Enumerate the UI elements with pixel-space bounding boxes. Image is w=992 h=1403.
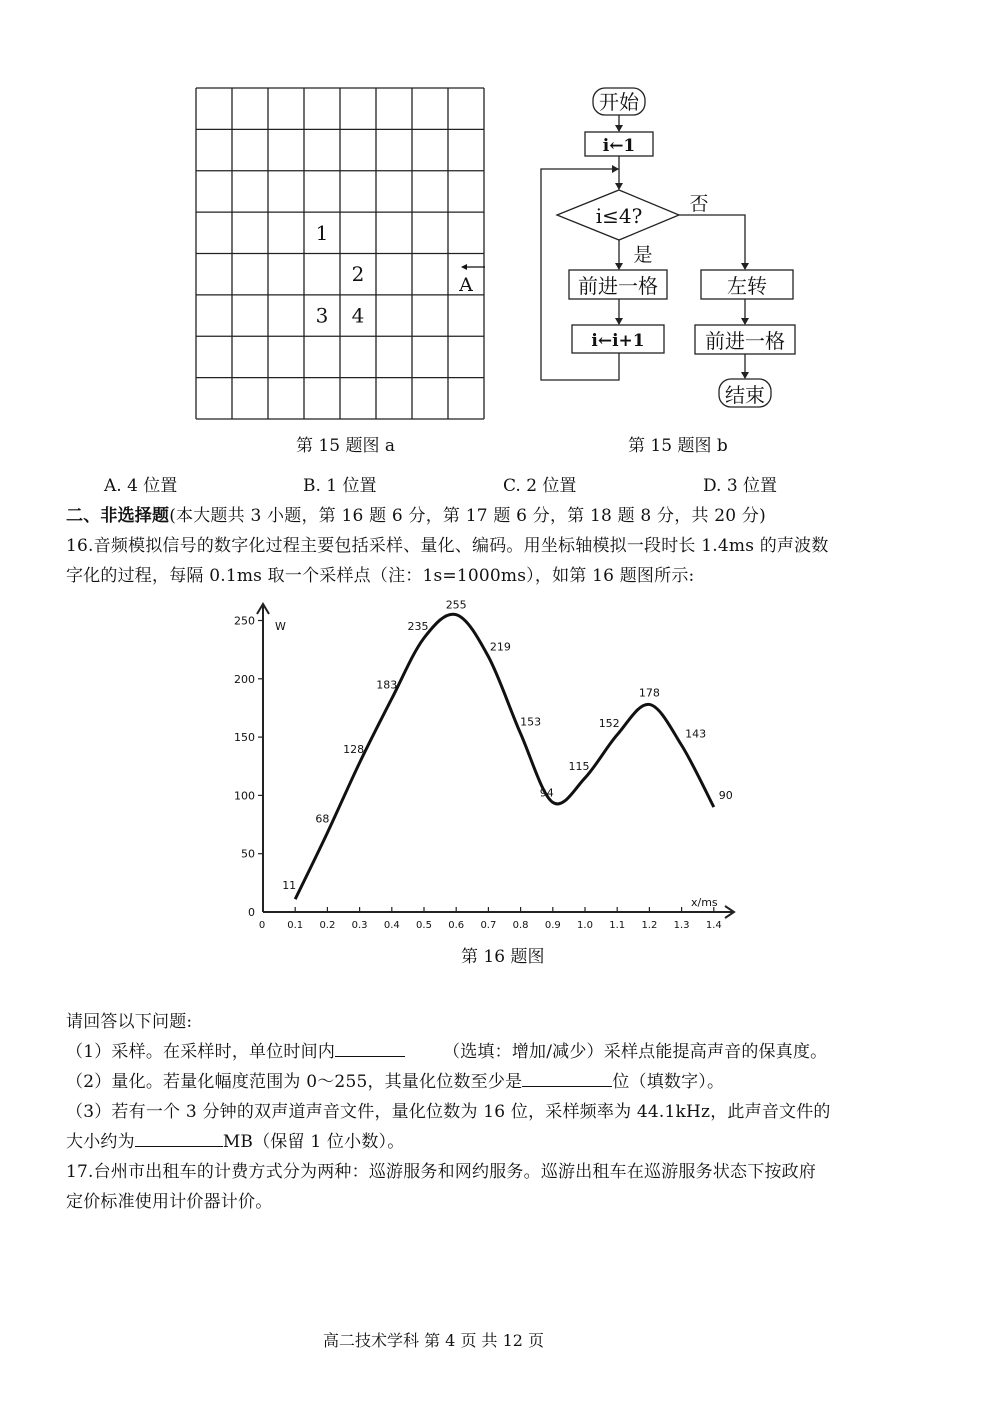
- x-tick-label: 1.2: [641, 920, 658, 931]
- data-label: 11: [282, 879, 297, 893]
- increment-text: i←i+1: [591, 331, 645, 351]
- y-axis-label: W: [275, 620, 286, 633]
- q2-blank[interactable]: [522, 1070, 612, 1087]
- data-label: 94: [539, 786, 554, 800]
- data-label: 152: [598, 716, 620, 730]
- question-2: [66, 1067, 724, 1092]
- chart-series-line: [295, 614, 714, 899]
- x-tick-label: 0.2: [319, 920, 336, 931]
- data-label: 153: [520, 715, 542, 729]
- option-d: D. 3 位置: [703, 476, 778, 496]
- q3-post: MB（保留 1 位小数）。: [222, 1132, 405, 1152]
- q16-chart: [225, 596, 745, 936]
- fig15a-caption: 第 15 题图 a: [296, 436, 395, 456]
- fig15b-flowchart: [535, 85, 805, 415]
- init-text: i←1: [602, 136, 636, 156]
- condition-text: i≤4?: [595, 204, 643, 228]
- question-1: [66, 1037, 827, 1062]
- section2-heading: [66, 501, 766, 526]
- data-label: 115: [568, 759, 590, 773]
- robot-arrow: [458, 264, 485, 296]
- turn-left-text: 左转: [727, 274, 767, 298]
- page-footer: 高二技术学科 第 4 页 共 12 页: [323, 1331, 545, 1350]
- questions-intro: 请回答以下问题:: [66, 1012, 193, 1032]
- question-3-line2: [66, 1127, 404, 1152]
- data-label: 90: [718, 789, 733, 803]
- question-3-line1: （3）若有一个 3 分钟的双声道声音文件，量化位数为 16 位，采样频率为 44.1kHz，此声音文件的: [66, 1102, 831, 1122]
- robot-label: A: [459, 274, 473, 296]
- grid-svg: [195, 87, 485, 420]
- x-tick-label: 0: [258, 920, 266, 931]
- q1-pre: （1）采样。在采样时，单位时间内: [66, 1042, 336, 1062]
- x-tick-label: 0.7: [480, 920, 497, 931]
- grid-cell-number: 4: [351, 303, 365, 328]
- data-label: 235: [407, 619, 429, 633]
- x-tick-label: 0.8: [512, 920, 529, 931]
- x-axis-label: x/ms: [691, 896, 718, 909]
- data-label: 178: [638, 686, 660, 700]
- q2-post: 位（填数字）。: [612, 1072, 725, 1092]
- grid-cell-number: 2: [351, 262, 365, 287]
- q17-line1: 17.台州市出租车的计费方式分为两种：巡游服务和网约服务。巡游出租车在巡游服务状态下按政府: [66, 1162, 817, 1182]
- flowchart-svg: [535, 85, 805, 415]
- y-tick-label: 50: [241, 847, 255, 861]
- x-tick-label: 0.4: [383, 920, 400, 931]
- data-label: 183: [376, 678, 398, 692]
- q16-line1: 16.音频模拟信号的数字化过程主要包括采样、量化、编码。用坐标轴模拟一段时长 1.4ms 的声波数: [66, 536, 829, 556]
- section2-title: 二、非选择题: [66, 506, 170, 526]
- forward1-text: 前进一格: [578, 274, 658, 298]
- x-tick-label: 0.3: [351, 920, 368, 931]
- data-label: 219: [489, 640, 511, 654]
- q3-pre: 大小约为: [66, 1132, 135, 1152]
- x-tick-label: 1.4: [705, 920, 722, 931]
- y-tick-label: 250: [234, 614, 255, 628]
- forward2-text: 前进一格: [705, 329, 785, 353]
- y-tick-label: 200: [234, 672, 255, 686]
- x-tick-label: 1.0: [577, 920, 593, 931]
- option-b: B. 1 位置: [303, 476, 377, 496]
- y-tick-label: 0: [248, 906, 255, 919]
- y-tick-label: 100: [234, 789, 255, 803]
- q1-post: （选填：增加/减少）采样点能提高声音的保真度。: [443, 1042, 828, 1062]
- q16-line2: 字化的过程，每隔 0.1ms 取一个采样点（注：1s=1000ms），如第 16 题图所示:: [66, 566, 695, 586]
- x-tick-label: 0.6: [448, 920, 465, 931]
- data-label: 143: [685, 727, 707, 741]
- data-label: 255: [445, 598, 467, 612]
- data-label: 68: [315, 812, 330, 826]
- chart-svg: [225, 596, 745, 936]
- q16-caption: 第 16 题图: [461, 947, 545, 967]
- data-label: 128: [343, 742, 365, 756]
- fig15b-caption: 第 15 题图 b: [628, 436, 728, 456]
- start-text: 开始: [599, 90, 639, 114]
- q2-pre: （2）量化。若量化幅度范围为 0～255，其量化位数至少是: [66, 1072, 523, 1092]
- x-tick-label: 0.9: [544, 920, 561, 931]
- x-tick-label: 1.3: [673, 920, 690, 931]
- x-tick-label: 1.1: [609, 920, 626, 931]
- fig15a-grid: [195, 87, 485, 420]
- section2-note: (本大题共 3 小题，第 16 题 6 分，第 17 题 6 分，第 18 题 8 分，共 20 分): [169, 506, 766, 526]
- q17-line2: 定价标准使用计价器计价。: [66, 1192, 273, 1212]
- y-tick-label: 150: [234, 731, 255, 745]
- option-a: A. 4 位置: [104, 476, 178, 496]
- grid-cell-number: 1: [315, 220, 329, 245]
- yes-label: 是: [633, 244, 653, 266]
- q1-blank[interactable]: [335, 1040, 405, 1057]
- grid-cell-number: 3: [315, 303, 329, 328]
- option-c: C. 2 位置: [503, 476, 577, 496]
- end-text: 结束: [725, 383, 765, 407]
- x-tick-label: 0.5: [416, 920, 432, 931]
- no-label: 否: [689, 193, 709, 215]
- x-tick-label: 0.1: [287, 920, 304, 931]
- q3-blank[interactable]: [135, 1130, 223, 1147]
